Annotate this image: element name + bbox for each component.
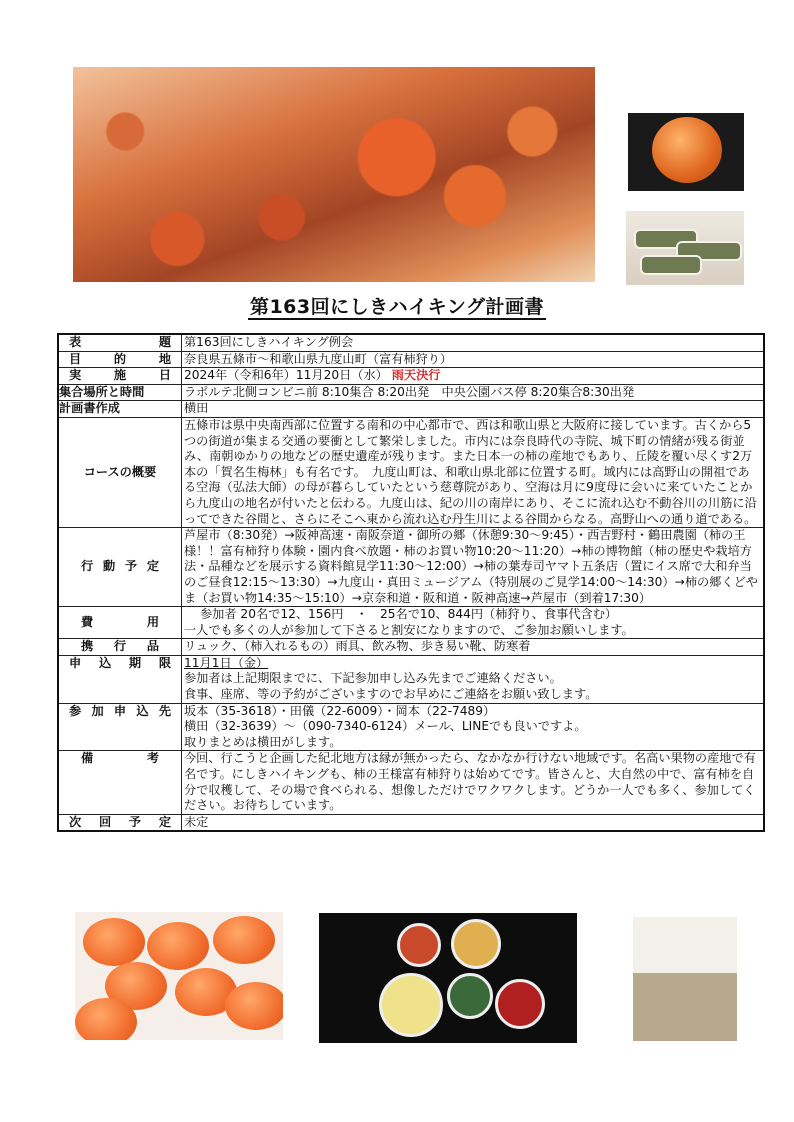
persimmons-photo [75, 912, 283, 1040]
label-sakusei: 計画書作成 [58, 401, 182, 418]
value-moshikomi [182, 655, 765, 703]
value-saki [182, 703, 765, 751]
saki-line1: 坂本（35-3618）・田儀（22-6009）・岡本（22-7489） [184, 703, 496, 718]
row-mokuteki [58, 351, 764, 368]
lunch-bento-photo [319, 913, 577, 1043]
row-moshikomi [58, 655, 764, 703]
value-jisshi: 2024年（令和6年）11月20日（水） 雨天決行 [182, 368, 765, 385]
row-keiko [58, 639, 764, 656]
label-keiko: 携 行 品 [81, 639, 159, 654]
value-sakusei: 横田 [182, 401, 765, 418]
kaki-sushi-box-photo [633, 917, 737, 1041]
saki-line2: 横田（32-3639）～（090-7340-6124）メール、LINEでも良いですよ。 [184, 719, 587, 734]
label-moshikomi: 申 込 期 限 [69, 655, 171, 670]
label-hyodai: 表 題 [69, 335, 171, 349]
moshikomi-line1: 参加者は上記期限までに、下記参加申し込み先までご連絡ください。 [184, 671, 562, 686]
row-hiyo [58, 607, 764, 639]
label-jikai: 次 回 予 定 [69, 814, 171, 829]
rain-badge: 雨天決行 [391, 368, 441, 383]
kaki-leaf-sushi-photo [626, 211, 744, 285]
plan-table [57, 333, 765, 832]
row-kodo [58, 528, 764, 607]
row-jisshi [58, 368, 764, 385]
row-saki [58, 703, 764, 751]
page-title: 第163回にしきハイキング計画書 [249, 296, 545, 318]
value-course: 五條市は県中央南西部に位置する南和の中心都市で、西は和歌山県と大阪府に接しています。古くから5つの街道が集まる交通の要衝として繁栄しました。市内には奈良時代の寺院、城下町の情緒が残る街並み、南朝ゆかりの地などの歴史遺産が残ります。また日本一の柿の産地でもあり、丘陵を覆い尽くす2万本の「賀名生梅林」も有名です。 九度山町は、和歌山県北部に位置する町。域内には高野山の開祖である空海（弘法大師）の母が暮らしていたという慈尊院があり、空海は月に9度母に会いに来ていたことから九度山の地名が付いたと伝わる。九度山は、紀の川の南岸にあり、そこに流れ込む不動谷川の川筋に沿ってできた谷間と、さらにそこへ東から流れ込む丹生川による谷間からなる。高野山への通り道である。 [182, 417, 765, 527]
value-kodo: 芦屋市（8:30発）→阪神高速・南阪奈道・御所の郷（休憩9:30～9:45）・西吉野村・鶴田農園（柿の王様！！富有柿狩り体験・園内食べ放題・柿のお買い物10:20～11:20）→柿の博物館（柿の歴史や栽培方法・品種などを展示する資料館見学11:30～12:00）→柿の葉寿司ヤマト五条店（置にイス席で大和弁当のご昼食12:15～13:30）→九度山・真田ミュージアム（特別展のご見学14:00～14:30）→柿の郷くどやま（お買い物14:35～15:10）→京奈和道・阪和道・阪神高速→芦屋市（到着17:30） [182, 528, 765, 607]
deadline-date: 11月1日（金） [184, 655, 269, 670]
value-biko: 今回、行こうと企画した紀北地方は縁が無かったら、なかなか行けない地域です。名高い果物の産地で有名です。にしきハイキングも、柿の王様富有柿狩りは始めてです。皆さんと、大自然の中で、富有柿を自分で収穫して、その場で食べられる、想像しただけでワクワクします。どうか一人でも多く、参加してください。お待ちしています。 [182, 751, 765, 814]
label-mokuteki: 目 的 地 [69, 351, 171, 366]
label-shugo: 集合場所と時間 [58, 384, 182, 401]
row-course [58, 417, 764, 527]
hiyo-line2: 一人でも多くの人が参加して下さると割安になりますので、ご参加お願いします。 [184, 622, 634, 637]
persimmon-in-hand-photo [628, 113, 744, 191]
label-saki: 参 加 申 込 先 [69, 703, 171, 718]
row-shugo [58, 384, 764, 401]
label-kodo: 行 動 予 定 [81, 559, 159, 574]
label-biko: 備 考 [81, 751, 159, 766]
persimmon-orchard-photo [73, 67, 595, 282]
value-hyodai: 第163回にしきハイキング例会 [182, 334, 765, 351]
label-course: コースの概要 [58, 417, 182, 527]
label-hiyo: 費 用 [81, 614, 159, 629]
row-biko [58, 751, 764, 814]
moshikomi-line2: 食事、座席、等の予約がございますのでお早めにご連絡をお願い致します。 [184, 687, 598, 702]
value-keiko: リュック、（柿入れるもの）雨具、飲み物、歩き易い靴、防寒着 [182, 639, 765, 656]
row-hyodai [58, 334, 764, 351]
value-shugo: ラポルテ北側コンビニ前 8:10集合 8:20出発 中央公園バス停 8:20集合8:30出発 [182, 384, 765, 401]
saki-line3: 取りまとめは横田がします。 [184, 734, 342, 749]
row-jikai [58, 814, 764, 831]
hiyo-line1: 参加者 20名で12、156円 ・ 25名で10、844円（柿狩り、食事代含む） [200, 607, 618, 622]
row-sakusei [58, 401, 764, 418]
label-jisshi: 実 施 日 [69, 368, 171, 383]
value-hiyo [182, 607, 765, 639]
value-mokuteki: 奈良県五條市～和歌山県九度山町（富有柿狩り） [182, 351, 765, 368]
value-jikai: 未定 [182, 814, 765, 831]
